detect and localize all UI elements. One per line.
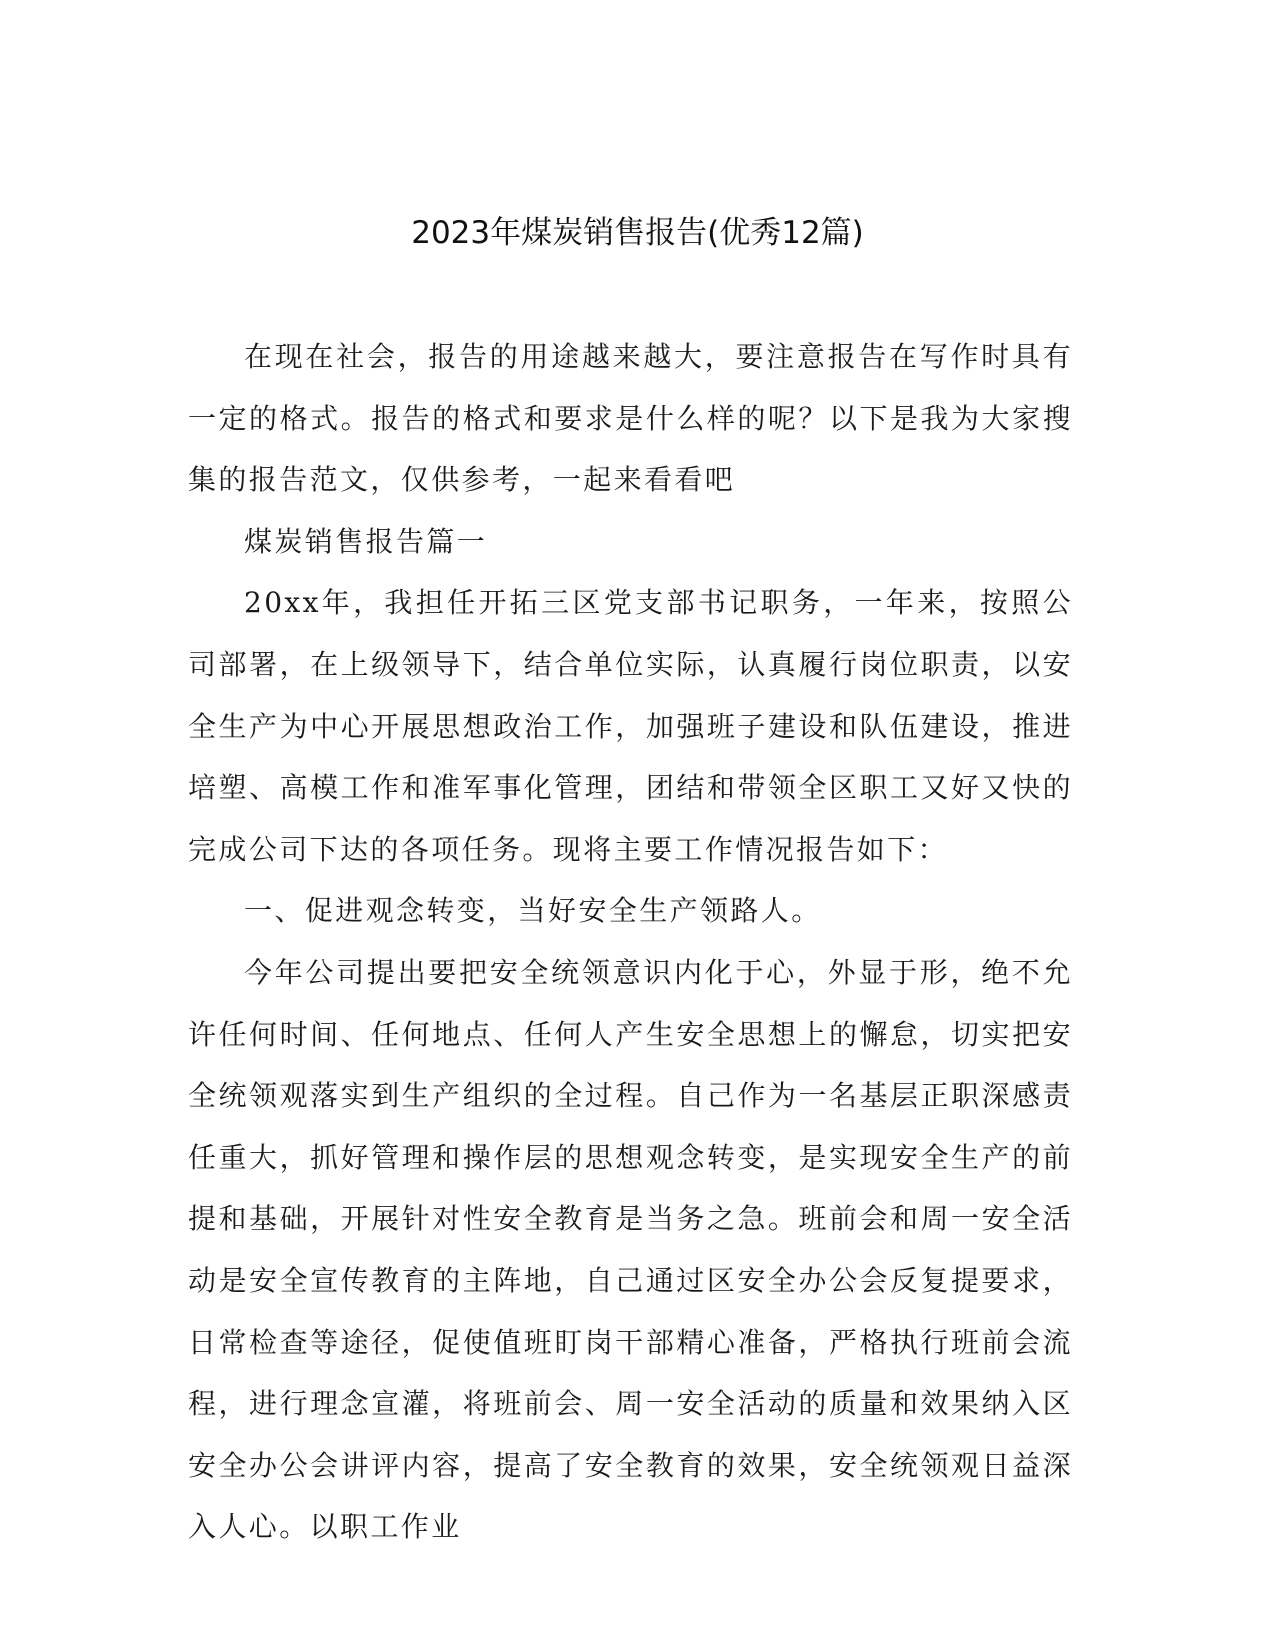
document-body bbox=[188, 326, 1073, 1558]
body-paragraph: 20xx年，我担任开拓三区党支部书记职务，一年来，按照公司部署，在上级领导下，结合单位实际，认真履行岗位职责，以安全生产为中心开展思想政治工作，加强班子建设和队伍建设，推进培塑、高模工作和准军事化管理，团结和带领全区职工又好又快的完成公司下达的各项任务。现将主要工作情况报告如下： bbox=[188, 586, 1073, 866]
body-paragraph: 今年公司提出要把安全统领意识内化于心，外显于形，绝不允许任何时间、任何地点、任何人产生安全思想上的懈怠，切实把安全统领观落实到生产组织的全过程。自己作为一名基层正职深感责任重大，抓好管理和操作层的思想观念转变，是实现安全生产的前提和基础，开展针对性安全教育是当务之急。班前会和周一安全活动是安全宣传教育的主阵地，自己通过区安全办公会反复提要求，日常检查等途径，促使值班盯岗干部精心准备，严格执行班前会流程，进行理念宣灌，将班前会、周一安全活动的质量和效果纳入区安全办公会讲评内容，提高了安全教育的效果，安全统领观日益深入人心。以职工作业 bbox=[188, 955, 1073, 1544]
subsection-heading: 一、促进观念转变，当好安全生产领路人。 bbox=[244, 894, 822, 928]
document-title: 2023年煤炭销售报告(优秀12篇) bbox=[411, 215, 864, 251]
intro-paragraph: 在现在社会，报告的用途越来越大，要注意报告在写作时具有一定的格式。报告的格式和要求是什么样的呢？以下是我为大家搜集的报告范文，仅供参考，一起来看看吧 bbox=[188, 340, 1073, 497]
section-heading: 煤炭销售报告篇一 bbox=[244, 524, 488, 558]
